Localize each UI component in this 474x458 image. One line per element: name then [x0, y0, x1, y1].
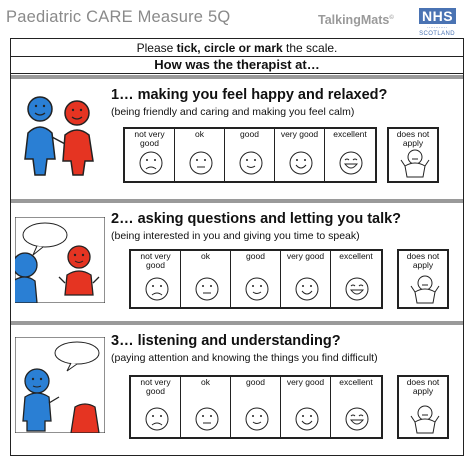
rating-excellent[interactable]: excellent	[325, 129, 375, 181]
rating-not-very-good[interactable]: not very good	[131, 377, 181, 437]
shrugging-figure-icon	[409, 404, 441, 434]
question-3-heading: 3… listening and understanding?	[111, 333, 341, 349]
neutral-face-icon	[194, 406, 220, 432]
question-2-heading: 2… asking questions and letting you talk?	[111, 211, 402, 227]
rating-ok[interactable]: ok	[181, 251, 231, 307]
question-3-rating-scale	[129, 375, 383, 439]
big-grin-face-icon	[338, 150, 364, 176]
shrugging-figure-icon	[399, 148, 431, 178]
smile-face-icon	[294, 276, 320, 302]
question-stem: How was the therapist at…	[11, 56, 463, 74]
question-3-does-not-apply[interactable]: does not apply	[397, 375, 449, 439]
questionnaire-frame	[10, 38, 464, 456]
question-1-does-not-apply[interactable]: does not apply	[387, 127, 439, 183]
rating-not-very-good[interactable]: not very good	[125, 129, 175, 181]
neutral-face-icon	[188, 150, 214, 176]
question-1-rating-scale	[123, 127, 377, 183]
question-2-rating-scale	[129, 249, 383, 309]
neutral-face-icon	[194, 276, 220, 302]
asking-questions-illustration	[15, 217, 105, 303]
rating-good[interactable]: good	[231, 377, 281, 437]
rating-excellent[interactable]: excellent	[331, 377, 381, 437]
rating-very-good[interactable]: very good	[275, 129, 325, 181]
question-1-heading: 1… making you feel happy and relaxed?	[111, 87, 388, 103]
sad-face-icon	[138, 150, 164, 176]
question-2-subtext: (being interested in you and giving you time to speak)	[111, 230, 360, 242]
rating-ok[interactable]: ok	[175, 129, 225, 181]
big-grin-face-icon	[344, 276, 370, 302]
nhs-scotland-label: SCOTLAND	[419, 31, 455, 37]
listening-illustration	[15, 337, 105, 433]
instruction-text: Please tick, circle or mark the scale.	[136, 41, 338, 55]
rating-very-good[interactable]: very good	[281, 377, 331, 437]
slight-smile-face-icon	[238, 150, 264, 176]
slight-smile-face-icon	[244, 406, 270, 432]
big-grin-face-icon	[344, 406, 370, 432]
sad-face-icon	[144, 406, 170, 432]
sad-face-icon	[144, 276, 170, 302]
smile-face-icon	[288, 150, 314, 176]
nhs-logo-subtitle: ············	[427, 25, 447, 31]
question-3-section	[11, 325, 463, 455]
talking-mats-logo: TalkingMats©	[318, 13, 394, 27]
page-title: Paediatric CARE Measure 5Q	[6, 8, 231, 26]
rating-not-very-good[interactable]: not very good	[131, 251, 181, 307]
question-2-does-not-apply[interactable]: does not apply	[397, 249, 449, 309]
smile-face-icon	[294, 406, 320, 432]
rating-very-good[interactable]: very good	[281, 251, 331, 307]
happy-relaxed-illustration	[15, 91, 105, 177]
question-1-section	[11, 79, 463, 197]
question-2-section	[11, 203, 463, 321]
page-header	[0, 0, 474, 38]
question-3-subtext: (paying attention and knowing the things you find difficult)	[111, 352, 378, 364]
rating-good[interactable]: good	[231, 251, 281, 307]
rating-excellent[interactable]: excellent	[331, 251, 381, 307]
slight-smile-face-icon	[244, 276, 270, 302]
rating-good[interactable]: good	[225, 129, 275, 181]
shrugging-figure-icon	[409, 274, 441, 304]
rating-ok[interactable]: ok	[181, 377, 231, 437]
question-1-subtext: (being friendly and caring and making you feel calm)	[111, 106, 355, 118]
nhs-logo: NHS	[419, 8, 456, 24]
